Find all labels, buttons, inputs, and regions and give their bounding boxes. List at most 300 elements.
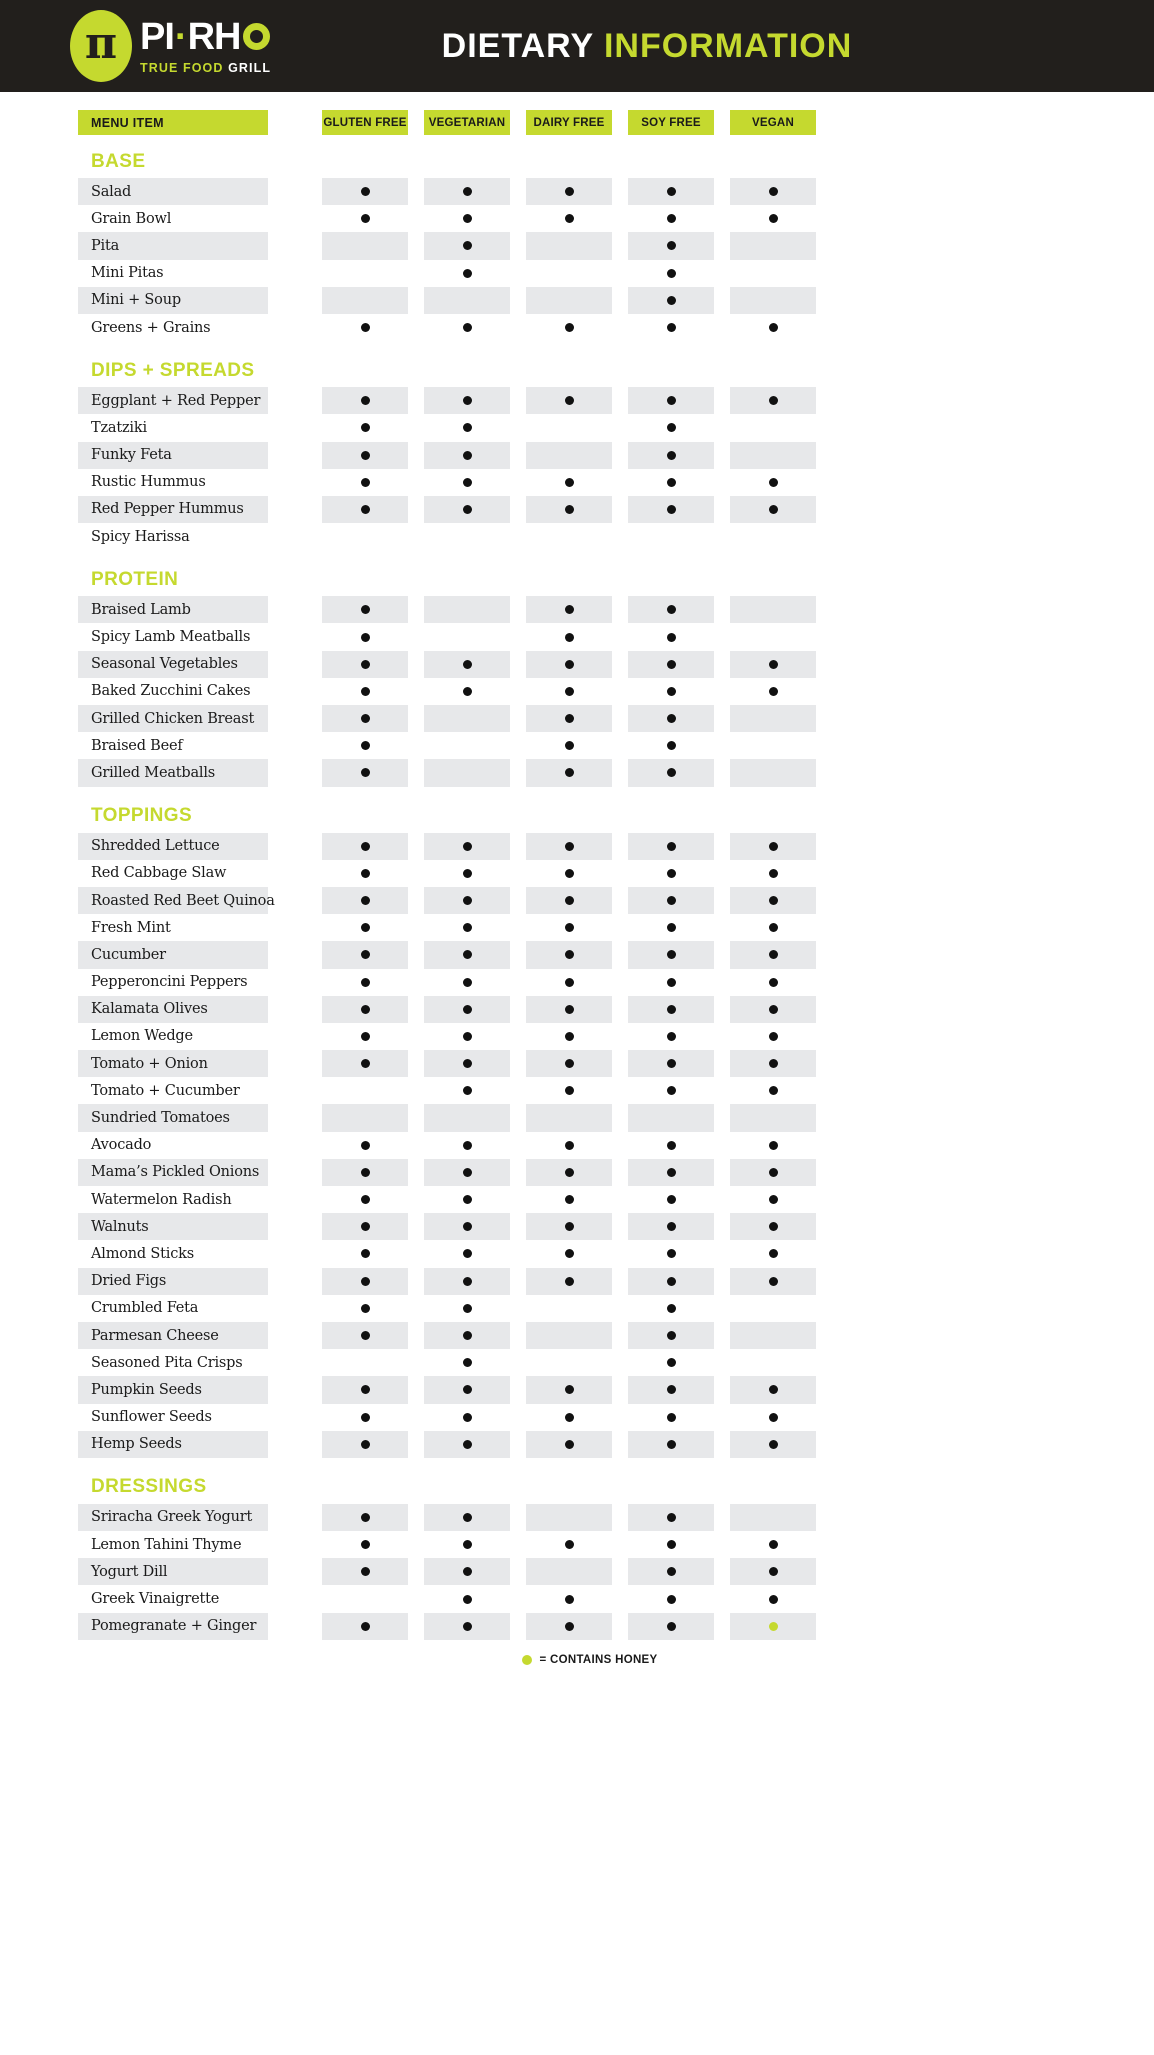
check-dot-icon — [565, 687, 574, 696]
check-dot-icon — [565, 1005, 574, 1014]
menu-item-label: Lemon Wedge — [91, 1028, 193, 1045]
check-dot-icon — [361, 1195, 370, 1204]
check-dot-icon — [667, 214, 676, 223]
cell-soy-free — [628, 205, 714, 232]
cell-vegan — [730, 678, 816, 705]
menu-item-label: Seasoned Pita Crisps — [91, 1354, 243, 1371]
cell-soy-free — [628, 1077, 714, 1104]
cell-soy-free — [628, 1240, 714, 1267]
check-dot-icon — [769, 842, 778, 851]
row-spacer — [268, 1613, 322, 1640]
table-row — [0, 1585, 1154, 1612]
check-dot-icon — [463, 396, 472, 405]
menu-item-label: Tomato + Onion — [78, 1050, 268, 1077]
check-dot-icon — [769, 1032, 778, 1041]
check-dot-icon — [463, 1195, 472, 1204]
table-row — [0, 232, 1154, 259]
check-dot-icon — [769, 505, 778, 514]
table-row — [0, 914, 1154, 941]
check-dot-icon — [361, 1277, 370, 1286]
cell-gluten-free — [322, 860, 408, 887]
menu-item-label: Fresh Mint — [91, 919, 171, 936]
menu-item-label: Mini Pitas — [91, 265, 164, 282]
cell-soy-free — [628, 1050, 714, 1077]
cell-gluten-free — [322, 678, 408, 705]
check-dot-icon — [565, 1222, 574, 1231]
check-dot-icon — [565, 896, 574, 905]
check-dot-icon — [361, 1005, 370, 1014]
cell-vegan — [730, 260, 816, 287]
cell-gluten-free — [322, 260, 408, 287]
cell-dairy-free — [526, 1213, 612, 1240]
cell-vegetarian — [424, 887, 510, 914]
cell-soy-free — [628, 1159, 714, 1186]
row-spacer — [268, 1376, 322, 1403]
cell-dairy-free — [526, 1431, 612, 1458]
check-dot-icon — [565, 978, 574, 987]
table-row — [0, 1349, 1154, 1376]
cell-gluten-free — [322, 759, 408, 786]
column-header-vegan: VEGAN — [730, 110, 816, 135]
cell-vegetarian — [424, 1613, 510, 1640]
cell-soy-free — [628, 1295, 714, 1322]
cell-vegetarian — [424, 1159, 510, 1186]
row-spacer — [268, 1268, 322, 1295]
section-heading-dressings: DRESSINGS — [91, 1476, 207, 1498]
cell-gluten-free — [322, 232, 408, 259]
row-spacer — [268, 1431, 322, 1458]
section-heading-dips-spreads: DIPS + SPREADS — [91, 359, 255, 381]
cell-vegetarian — [424, 523, 510, 550]
check-dot-icon — [565, 1249, 574, 1258]
menu-item-label: Almond Sticks — [91, 1245, 194, 1262]
check-dot-icon — [769, 478, 778, 487]
cell-gluten-free — [322, 705, 408, 732]
check-dot-icon — [361, 1513, 370, 1522]
check-dot-icon — [463, 1005, 472, 1014]
cell-dairy-free — [526, 860, 612, 887]
cell-dairy-free — [526, 1295, 612, 1322]
row-spacer — [268, 523, 322, 550]
cell-dairy-free — [526, 596, 612, 623]
menu-item-label: Pumpkin Seeds — [78, 1376, 268, 1403]
cell-dairy-free — [526, 1531, 612, 1558]
row-spacer — [268, 1023, 322, 1050]
cell-dairy-free — [526, 996, 612, 1023]
cell-dairy-free — [526, 232, 612, 259]
check-dot-icon — [361, 323, 370, 332]
cell-soy-free — [628, 1132, 714, 1159]
check-dot-icon — [667, 842, 676, 851]
check-dot-icon — [667, 296, 676, 305]
row-spacer — [268, 178, 322, 205]
cell-gluten-free — [322, 1213, 408, 1240]
cell-dairy-free — [526, 1349, 612, 1376]
cell-dairy-free — [526, 705, 612, 732]
check-dot-icon — [769, 1385, 778, 1394]
cell-vegetarian — [424, 996, 510, 1023]
check-dot-icon — [667, 768, 676, 777]
cell-gluten-free — [322, 1531, 408, 1558]
cell-vegetarian — [424, 759, 510, 786]
cell-vegetarian — [424, 1558, 510, 1585]
check-dot-icon — [463, 1222, 472, 1231]
cell-vegan — [730, 887, 816, 914]
cell-soy-free — [628, 496, 714, 523]
menu-item-label: Hemp Seeds — [78, 1431, 268, 1458]
cell-vegan — [730, 232, 816, 259]
cell-vegan — [730, 1349, 816, 1376]
table-row — [0, 651, 1154, 678]
check-dot-icon — [565, 1595, 574, 1604]
cell-vegetarian — [424, 414, 510, 441]
check-dot-icon — [769, 1440, 778, 1449]
table-row — [0, 287, 1154, 314]
cell-vegetarian — [424, 1104, 510, 1131]
cell-vegan — [730, 205, 816, 232]
check-dot-icon — [361, 605, 370, 614]
row-spacer — [268, 1050, 322, 1077]
cell-gluten-free — [322, 833, 408, 860]
check-dot-icon — [565, 605, 574, 614]
check-dot-icon — [361, 950, 370, 959]
cell-vegan — [730, 523, 816, 550]
check-dot-icon — [361, 396, 370, 405]
cell-dairy-free — [526, 1613, 612, 1640]
cell-vegan — [730, 287, 816, 314]
table-row — [0, 442, 1154, 469]
row-spacer — [268, 1186, 322, 1213]
cell-vegetarian — [424, 1322, 510, 1349]
row-spacer — [268, 678, 322, 705]
cell-vegan — [730, 496, 816, 523]
cell-vegan — [730, 833, 816, 860]
section-heading-base: BASE — [91, 150, 146, 172]
cell-gluten-free — [322, 387, 408, 414]
cell-vegetarian — [424, 442, 510, 469]
check-dot-icon — [667, 896, 676, 905]
cell-dairy-free — [526, 387, 612, 414]
row-spacer — [268, 1213, 322, 1240]
cell-dairy-free — [526, 941, 612, 968]
table-row — [0, 205, 1154, 232]
check-dot-icon — [769, 1567, 778, 1576]
check-dot-icon — [667, 950, 676, 959]
cell-vegan — [730, 1050, 816, 1077]
check-dot-icon — [463, 187, 472, 196]
row-spacer — [268, 205, 322, 232]
check-dot-icon — [463, 1413, 472, 1422]
cell-vegan — [730, 1376, 816, 1403]
cell-vegetarian — [424, 1349, 510, 1376]
cell-vegan — [730, 1531, 816, 1558]
row-spacer — [268, 1585, 322, 1612]
check-dot-icon — [361, 714, 370, 723]
check-dot-icon — [565, 869, 574, 878]
row-spacer — [268, 1159, 322, 1186]
check-dot-icon — [463, 1168, 472, 1177]
check-dot-icon — [667, 423, 676, 432]
cell-dairy-free — [526, 1186, 612, 1213]
cell-vegan — [730, 1159, 816, 1186]
menu-item-label: Baked Zucchini Cakes — [91, 683, 251, 700]
check-dot-icon — [463, 214, 472, 223]
menu-item-label: Pomegranate + Ginger — [78, 1613, 268, 1640]
check-dot-icon — [565, 1440, 574, 1449]
table-row — [0, 1132, 1154, 1159]
cell-vegetarian — [424, 1077, 510, 1104]
cell-dairy-free — [526, 1104, 612, 1131]
check-dot-icon — [667, 687, 676, 696]
cell-gluten-free — [322, 1558, 408, 1585]
cell-dairy-free — [526, 651, 612, 678]
menu-item-label: Spicy Harissa — [91, 528, 190, 545]
cell-gluten-free — [322, 1268, 408, 1295]
cell-dairy-free — [526, 759, 612, 786]
row-spacer — [268, 260, 322, 287]
table-row — [0, 887, 1154, 914]
menu-item-label: Pepperoncini Peppers — [91, 974, 248, 991]
check-dot-icon — [667, 605, 676, 614]
check-dot-icon — [667, 923, 676, 932]
cell-vegan — [730, 1077, 816, 1104]
check-dot-icon — [667, 1358, 676, 1367]
check-dot-icon — [361, 633, 370, 642]
cell-vegan — [730, 414, 816, 441]
check-dot-icon — [667, 396, 676, 405]
cell-soy-free — [628, 1349, 714, 1376]
row-spacer — [268, 1322, 322, 1349]
check-dot-icon — [463, 1622, 472, 1631]
check-dot-icon — [361, 923, 370, 932]
cell-vegetarian — [424, 232, 510, 259]
check-dot-icon — [463, 451, 472, 460]
check-dot-icon — [667, 269, 676, 278]
table-row — [0, 623, 1154, 650]
check-dot-icon — [667, 1385, 676, 1394]
cell-soy-free — [628, 1558, 714, 1585]
check-dot-icon — [667, 451, 676, 460]
cell-dairy-free — [526, 1132, 612, 1159]
check-dot-icon — [463, 323, 472, 332]
check-dot-icon — [361, 687, 370, 696]
cell-gluten-free — [322, 1585, 408, 1612]
check-dot-icon — [361, 896, 370, 905]
cell-vegetarian — [424, 1585, 510, 1612]
cell-dairy-free — [526, 314, 612, 341]
cell-dairy-free — [526, 1159, 612, 1186]
table-row — [0, 1240, 1154, 1267]
check-dot-icon — [769, 978, 778, 987]
cell-vegan — [730, 1023, 816, 1050]
check-dot-icon — [667, 241, 676, 250]
row-spacer — [268, 469, 322, 496]
check-dot-icon — [667, 1032, 676, 1041]
check-dot-icon — [565, 768, 574, 777]
cell-soy-free — [628, 759, 714, 786]
table-header-row — [0, 110, 1154, 135]
table-row — [0, 969, 1154, 996]
cell-dairy-free — [526, 260, 612, 287]
cell-gluten-free — [322, 205, 408, 232]
check-dot-icon — [769, 1005, 778, 1014]
check-dot-icon — [463, 660, 472, 669]
table-row — [0, 1104, 1154, 1131]
menu-item-label: Roasted Red Beet Quinoa — [78, 887, 268, 914]
check-dot-icon — [769, 1413, 778, 1422]
table-row — [0, 1613, 1154, 1640]
row-spacer — [268, 1104, 322, 1131]
cell-vegetarian — [424, 596, 510, 623]
cell-gluten-free — [322, 623, 408, 650]
menu-item-label: Mama’s Pickled Onions — [78, 1159, 268, 1186]
check-dot-icon — [769, 1277, 778, 1286]
check-dot-icon — [361, 768, 370, 777]
cell-gluten-free — [322, 414, 408, 441]
check-dot-icon — [463, 869, 472, 878]
check-dot-icon — [361, 187, 370, 196]
check-dot-icon — [565, 1059, 574, 1068]
cell-dairy-free — [526, 287, 612, 314]
check-dot-icon — [463, 1595, 472, 1604]
check-dot-icon — [565, 187, 574, 196]
header-spacer — [268, 110, 322, 135]
menu-item-label: Seasonal Vegetables — [78, 651, 268, 678]
row-spacer — [268, 1404, 322, 1431]
cell-gluten-free — [322, 1050, 408, 1077]
table-row — [0, 314, 1154, 341]
check-dot-icon — [667, 1567, 676, 1576]
pi-symbol: π — [84, 18, 118, 69]
check-dot-icon — [667, 1440, 676, 1449]
check-dot-icon — [463, 896, 472, 905]
check-dot-icon — [565, 1086, 574, 1095]
check-dot-icon — [565, 1277, 574, 1286]
cell-vegetarian — [424, 287, 510, 314]
cell-soy-free — [628, 678, 714, 705]
menu-item-label: Pita — [78, 232, 268, 259]
check-dot-icon — [565, 633, 574, 642]
check-dot-icon — [667, 1540, 676, 1549]
cell-gluten-free — [322, 732, 408, 759]
cell-vegan — [730, 1213, 816, 1240]
cell-soy-free — [628, 414, 714, 441]
check-dot-icon — [361, 1540, 370, 1549]
cell-soy-free — [628, 914, 714, 941]
cell-soy-free — [628, 651, 714, 678]
cell-vegetarian — [424, 1050, 510, 1077]
section-heading-toppings: TOPPINGS — [91, 805, 193, 827]
check-dot-icon — [463, 1277, 472, 1286]
cell-vegan — [730, 314, 816, 341]
cell-dairy-free — [526, 623, 612, 650]
tagline-word1: TRUE FOOD — [140, 60, 224, 75]
legend — [0, 1654, 1154, 1666]
cell-vegan — [730, 1504, 816, 1531]
cell-dairy-free — [526, 1376, 612, 1403]
row-spacer — [268, 732, 322, 759]
table-row — [0, 596, 1154, 623]
cell-dairy-free — [526, 178, 612, 205]
cell-vegetarian — [424, 260, 510, 287]
check-dot-icon — [667, 660, 676, 669]
menu-item-label: Cucumber — [78, 941, 268, 968]
check-dot-icon — [769, 1195, 778, 1204]
row-spacer — [268, 596, 322, 623]
menu-item-label: Red Cabbage Slaw — [91, 865, 227, 882]
check-dot-icon — [565, 1540, 574, 1549]
cell-dairy-free — [526, 1558, 612, 1585]
cell-vegetarian — [424, 1404, 510, 1431]
check-dot-icon — [667, 714, 676, 723]
table-row — [0, 260, 1154, 287]
table-row — [0, 178, 1154, 205]
check-dot-icon — [565, 505, 574, 514]
check-dot-icon — [463, 1440, 472, 1449]
dietary-table — [0, 110, 1154, 1640]
menu-item-label: Shredded Lettuce — [78, 833, 268, 860]
check-dot-icon — [769, 1086, 778, 1095]
table-row — [0, 705, 1154, 732]
cell-gluten-free — [322, 1159, 408, 1186]
menu-item-label: Salad — [78, 178, 268, 205]
cell-gluten-free — [322, 1186, 408, 1213]
cell-vegetarian — [424, 623, 510, 650]
cell-soy-free — [628, 623, 714, 650]
cell-vegan — [730, 996, 816, 1023]
cell-soy-free — [628, 1104, 714, 1131]
table-row — [0, 1431, 1154, 1458]
cell-gluten-free — [322, 941, 408, 968]
cell-dairy-free — [526, 1023, 612, 1050]
check-dot-icon — [769, 660, 778, 669]
cell-vegan — [730, 1613, 816, 1640]
cell-vegan — [730, 387, 816, 414]
check-dot-icon — [361, 1141, 370, 1150]
cell-vegan — [730, 759, 816, 786]
check-dot-icon — [565, 842, 574, 851]
cell-vegan — [730, 178, 816, 205]
row-spacer — [268, 759, 322, 786]
cell-dairy-free — [526, 442, 612, 469]
menu-item-label: Lemon Tahini Thyme — [91, 1536, 242, 1553]
check-dot-icon — [565, 214, 574, 223]
cell-gluten-free — [322, 1504, 408, 1531]
menu-item-label: Greek Vinaigrette — [91, 1591, 220, 1608]
check-dot-icon — [769, 896, 778, 905]
honey-dot-icon — [769, 1622, 778, 1631]
row-spacer — [268, 1531, 322, 1558]
cell-vegetarian — [424, 969, 510, 996]
row-spacer — [268, 887, 322, 914]
row-spacer — [268, 623, 322, 650]
row-spacer — [268, 941, 322, 968]
cell-soy-free — [628, 232, 714, 259]
check-dot-icon — [667, 1595, 676, 1604]
table-row — [0, 1504, 1154, 1531]
cell-vegetarian — [424, 1213, 510, 1240]
cell-dairy-free — [526, 469, 612, 496]
table-row — [0, 469, 1154, 496]
check-dot-icon — [667, 187, 676, 196]
check-dot-icon — [361, 1168, 370, 1177]
check-dot-icon — [565, 1195, 574, 1204]
check-dot-icon — [667, 1086, 676, 1095]
check-dot-icon — [361, 660, 370, 669]
row-spacer — [268, 833, 322, 860]
check-dot-icon — [667, 1277, 676, 1286]
cell-vegetarian — [424, 732, 510, 759]
